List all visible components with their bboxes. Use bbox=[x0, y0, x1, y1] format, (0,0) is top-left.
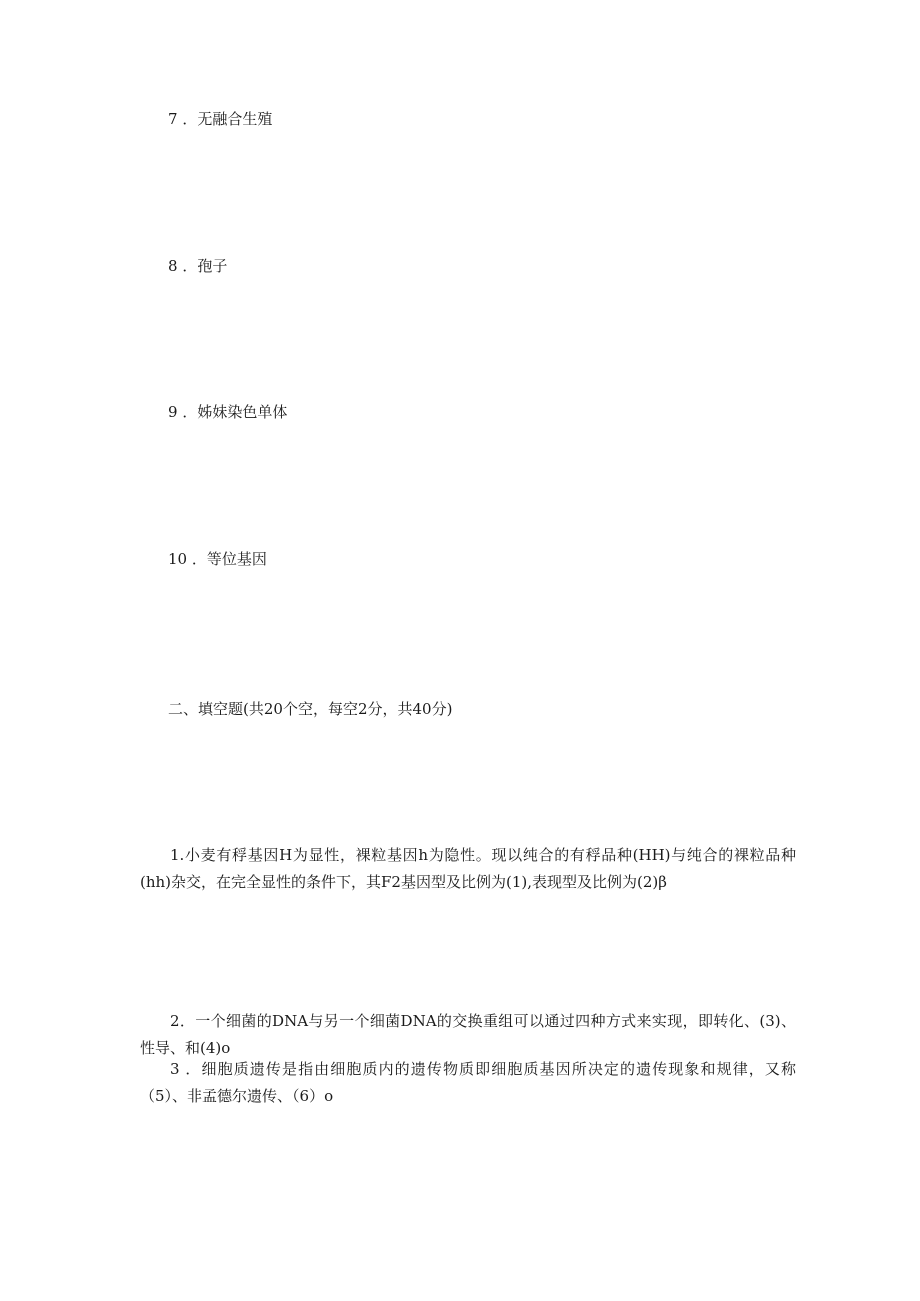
question-1: 1.小麦有稃基因H为显性，裸粒基因h为隐性。现以纯合的有稃品种(HH)与纯合的裸粒品种(hh)杂交，在完全显性的条件下，其F2基因型及比例为(1),表现型及比例为(2)β bbox=[140, 846, 796, 891]
term-number: 8 bbox=[168, 257, 178, 275]
term-item-8 bbox=[168, 256, 227, 276]
term-text: ．姊妹染色单体 bbox=[182, 403, 288, 421]
question-2: 2．一个细菌的DNA与另一个细菌DNA的交换重组可以通过四种方式来实现，即转化、(3)、性导、和(4)o bbox=[140, 1012, 796, 1057]
term-text: ．无融合生殖 bbox=[182, 110, 273, 128]
section-heading: 二、填空题(共20个空，每空2分，共40分) bbox=[168, 700, 453, 718]
term-number: 10 bbox=[168, 550, 188, 568]
term-item-9 bbox=[168, 402, 287, 422]
term-text: ．等位基因 bbox=[191, 550, 267, 568]
term-text: ．孢子 bbox=[182, 257, 228, 275]
term-item-10 bbox=[168, 549, 267, 569]
question-3: 3 ．细胞质遗传是指由细胞质内的遗传物质即细胞质基因所决定的遗传现象和规律，又称（5）、非孟德尔遗传、（6）o bbox=[140, 1060, 796, 1105]
term-number: 7 bbox=[168, 110, 178, 128]
term-item-7 bbox=[168, 109, 272, 129]
term-number: 9 bbox=[168, 403, 178, 421]
